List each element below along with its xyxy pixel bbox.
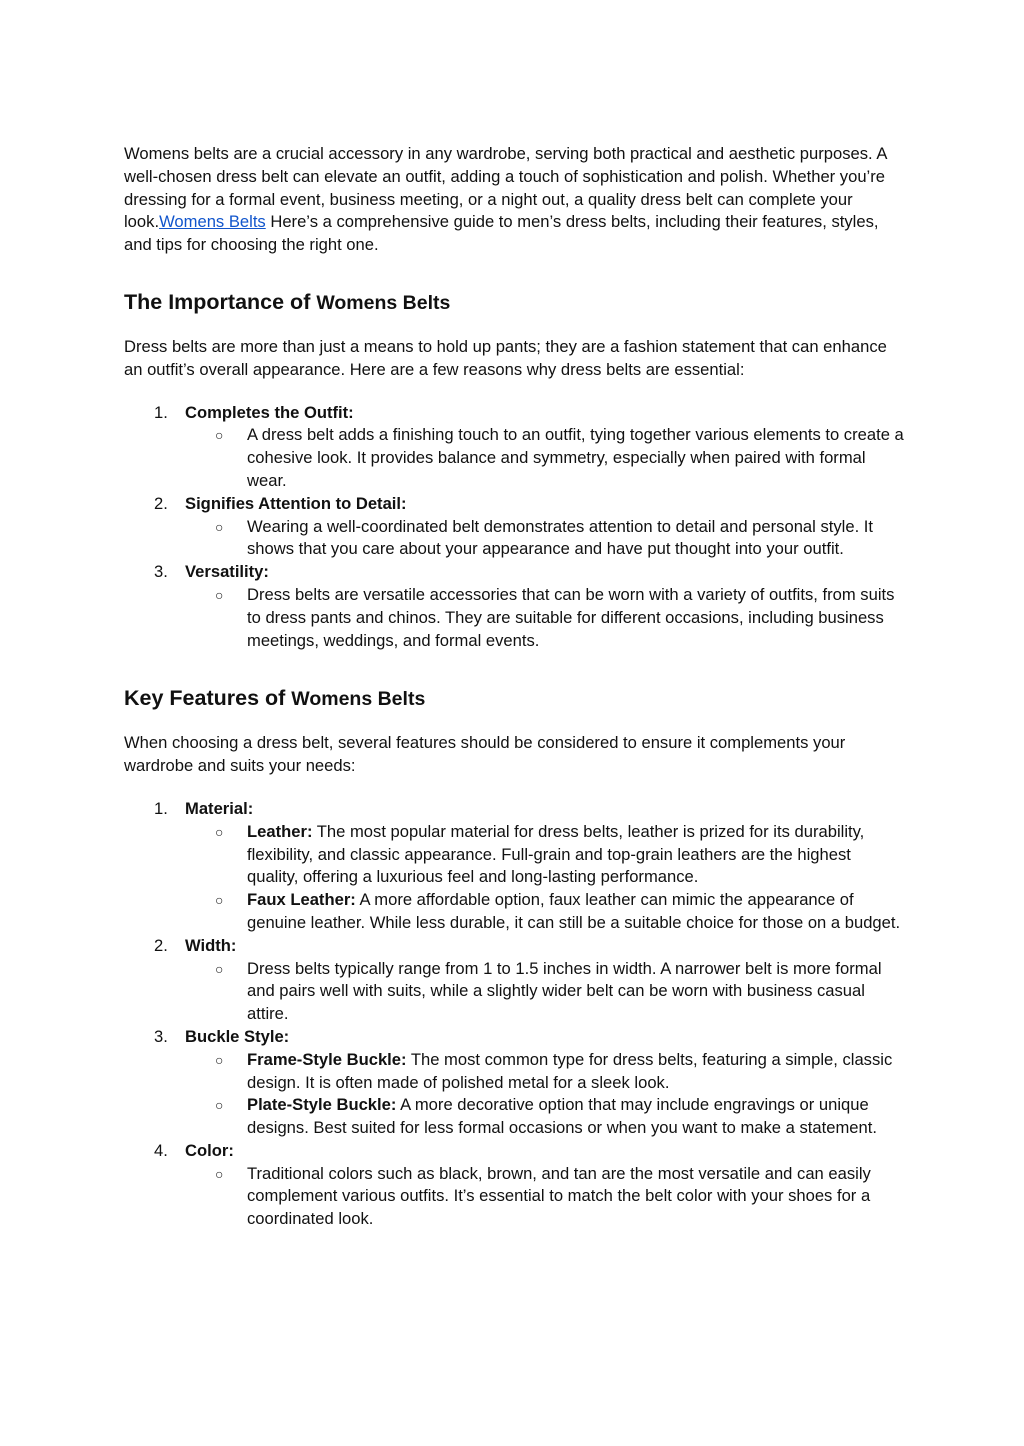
sub-list (185, 1049, 904, 1140)
bullet-circle-icon: ○ (215, 427, 224, 444)
item-number: 2. (154, 935, 168, 955)
sub-item-text: A more decorative option that may include engravings or unique designs. Best suited for less formal occasions or when you want to make a statement. (247, 1095, 877, 1138)
item-title: Buckle Style: (185, 1026, 290, 1046)
section2-list (124, 798, 904, 1231)
item-number: 1. (154, 402, 168, 422)
numbered-item (124, 935, 904, 1026)
item-number: 4. (154, 1140, 168, 1160)
section1-heading-lead: The Importance of (124, 289, 317, 314)
womens-belts-link[interactable]: Womens Belts (159, 212, 266, 232)
sub-item (185, 889, 904, 935)
sub-item-text: A dress belt adds a finishing touch to an outfit, tying together various elements to create a cohesive look. It provides balance and symmetry, especially when paired with formal wear. (247, 425, 904, 490)
item-number: 2. (154, 493, 168, 513)
sub-list (185, 516, 904, 562)
bullet-circle-icon: ○ (215, 892, 224, 909)
sub-item (185, 516, 904, 562)
item-title: Signifies Attention to Detail: (185, 493, 407, 513)
sub-item-text: Dress belts typically range from 1 to 1.5 inches in width. A narrower belt is more formal and pairs well with suits, while a slightly wider belt can be worn with business casual attire. (247, 958, 882, 1024)
sub-list (185, 584, 904, 652)
numbered-item (124, 402, 904, 493)
item-title: Material: (185, 798, 254, 818)
bullet-circle-icon: ○ (215, 1097, 224, 1114)
item-title: Versatility: (185, 562, 269, 582)
numbered-item (124, 561, 904, 652)
bullet-circle-icon: ○ (215, 823, 224, 840)
intro-text-after: Here’s a comprehensive guide to men’s dress belts, including their features, styles, and tips for choosing the right one. (124, 212, 879, 255)
sub-item-text: A more affordable option, faux leather can mimic the appearance of genuine leather. While less durable, it can still be a suitable choice for those on a budget. (247, 890, 901, 932)
bullet-circle-icon: ○ (215, 518, 224, 535)
numbered-item (124, 493, 904, 561)
section2-heading-lead: Key Features of (124, 686, 292, 711)
sub-item (185, 1163, 904, 1231)
section1-paragraph: Dress belts are more than just a means to hold up pants; they are a fashion statement that can enhance an outfit’s overall appearance. Here are a few reasons why dress belts are essential: (124, 336, 887, 379)
item-title: Completes the Outfit: (185, 402, 354, 422)
bullet-circle-icon: ○ (215, 960, 224, 977)
item-number: 1. (154, 798, 168, 818)
section1-heading (124, 288, 904, 317)
sub-item-lead: Frame-Style Buckle: (247, 1049, 407, 1069)
item-title: Color: (185, 1140, 234, 1160)
sub-item (185, 584, 904, 652)
item-number: 3. (154, 1026, 168, 1046)
sub-item-lead: Leather: (247, 821, 313, 841)
sub-item (185, 424, 904, 492)
sub-item (185, 821, 904, 889)
sub-item (185, 1094, 904, 1140)
section2-heading (124, 684, 904, 713)
sub-item-text: The most common type for dress belts, featuring a simple, classic design. It is often made of polished metal for a sleek look. (247, 1049, 893, 1092)
sub-list (185, 1163, 904, 1231)
sub-list (185, 821, 904, 935)
sub-item-text: Dress belts are versatile accessories that can be worn with a variety of outfits, from suits to dress pants and chinos. They are suitable for different occasions, including business meetings, weddings, and formal events. (247, 584, 895, 650)
intro-text-before: Womens belts are a crucial accessory in any wardrobe, serving both practical and aesthetic purposes. A well-chosen dress belt can elevate an outfit, adding a touch of sophistication and polish. Whether you’re dressing for a formal event, business meeting, or a night out, a quality dress belt can complete your look. (124, 144, 887, 232)
numbered-item (124, 798, 904, 935)
sub-item-text: Traditional colors such as black, brown, and tan are the most versatile and can easily complement various outfits. It’s essential to match the belt color with your shoes for a coordinated look. (247, 1163, 871, 1229)
bullet-circle-icon: ○ (215, 586, 224, 603)
bullet-circle-icon: ○ (215, 1165, 224, 1182)
sub-list (185, 958, 904, 1026)
item-number: 3. (154, 562, 168, 582)
sub-item-lead: Faux Leather: (247, 890, 356, 910)
sub-item-text: The most popular material for dress belts, leather is prized for its durability, flexibility, and classic appearance. Full-grain and top-grain leathers are the highest quality, offering a luxurious feel and long-lasting performance. (247, 821, 865, 887)
intro-paragraph (124, 143, 904, 257)
sub-item-text: Wearing a well-coordinated belt demonstrates attention to detail and personal style. It shows that you care about your appearance and have put thought into your outfit. (247, 516, 874, 559)
numbered-item (124, 1140, 904, 1231)
bullet-circle-icon: ○ (215, 1051, 224, 1068)
sub-item (185, 958, 904, 1026)
section2-paragraph: When choosing a dress belt, several features should be considered to ensure it complements your wardrobe and suits your needs: (124, 733, 846, 776)
sub-list (185, 424, 904, 492)
item-title: Width: (185, 935, 237, 955)
section1-list (124, 402, 904, 653)
sub-item (185, 1049, 904, 1095)
sub-item-lead: Plate-Style Buckle: (247, 1095, 397, 1115)
section1-heading-tail: Womens Belts (316, 291, 451, 314)
section2-heading-tail: Womens Belts (291, 688, 426, 711)
numbered-item (124, 1026, 904, 1140)
